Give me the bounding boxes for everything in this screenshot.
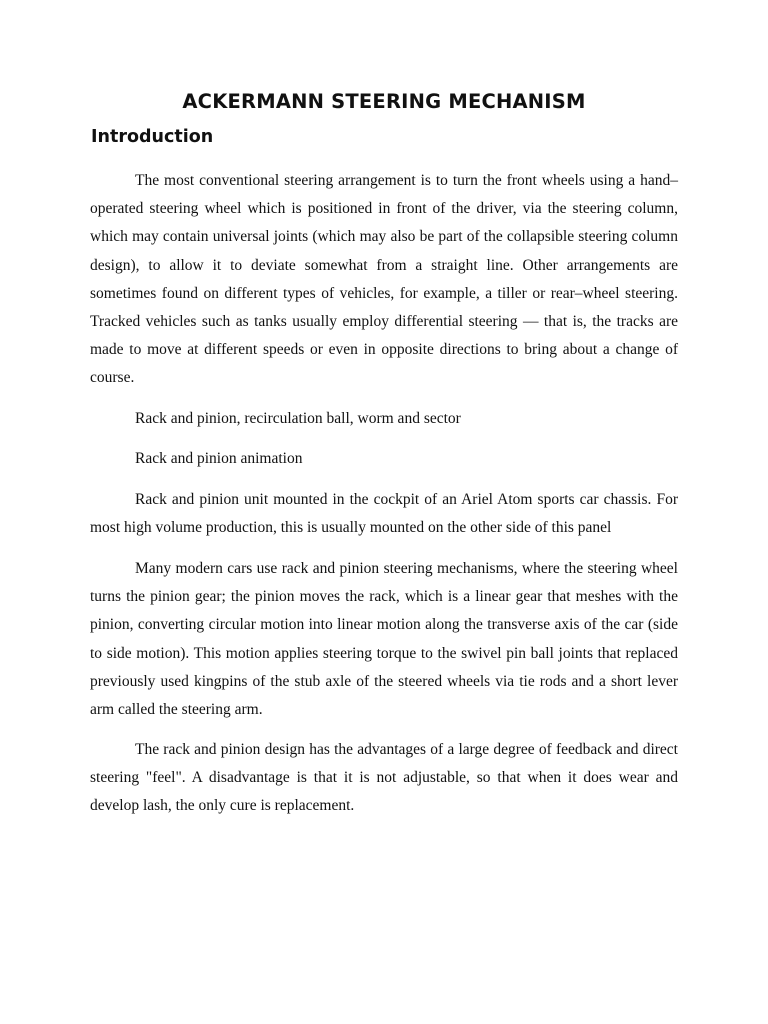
- paragraph-steering-arrangement: The most conventional steering arrangement is to turn the front wheels using a hand–operated steering wheel which is positioned in front of the driver, via the steering column, which may contain universal joints (which may also be part of the collapsible steering column design), to allow it to deviate somewhat from a straight line. Other arrangements are sometimes found on different types of vehicles, for example, a tiller or rear–wheel steering. Tracked vehicles such as tanks usually employ differential steering — that is, the tracks are made to move at different speeds or even in opposite directions to bring about a change of course.: [90, 172, 678, 387]
- paragraph-rack-pinion-unit: Rack and pinion unit mounted in the cockpit of an Ariel Atom sports car chassis. For most high volume production, this is usually mounted on the other side of this panel: [90, 491, 678, 537]
- paragraph-steering-types: Rack and pinion, recirculation ball, worm and sector: [135, 410, 461, 427]
- paragraph-advantages: The rack and pinion design has the advantages of a large degree of feedback and direct steering "feel". A disadvantage is that it is not adjustable, so that when it does wear and develop lash, the only cure is replacement.: [90, 741, 678, 815]
- paragraph-modern-cars: Many modern cars use rack and pinion steering mechanisms, where the steering wheel turns the pinion gear; the pinion moves the rack, which is a linear gear that meshes with the pinion, converting circular motion into linear motion along the transverse axis of the car (side to side motion). This motion applies steering torque to the swivel pin ball joints that replaced previously used kingpins of the stub axle of the steered wheels via tie rods and a short lever arm called the steering arm.: [90, 560, 678, 719]
- section-heading-introduction: Introduction: [91, 127, 214, 147]
- paragraph-rack-pinion-animation: Rack and pinion animation: [135, 450, 303, 467]
- document-title: ACKERMANN STEERING MECHANISM: [182, 90, 586, 113]
